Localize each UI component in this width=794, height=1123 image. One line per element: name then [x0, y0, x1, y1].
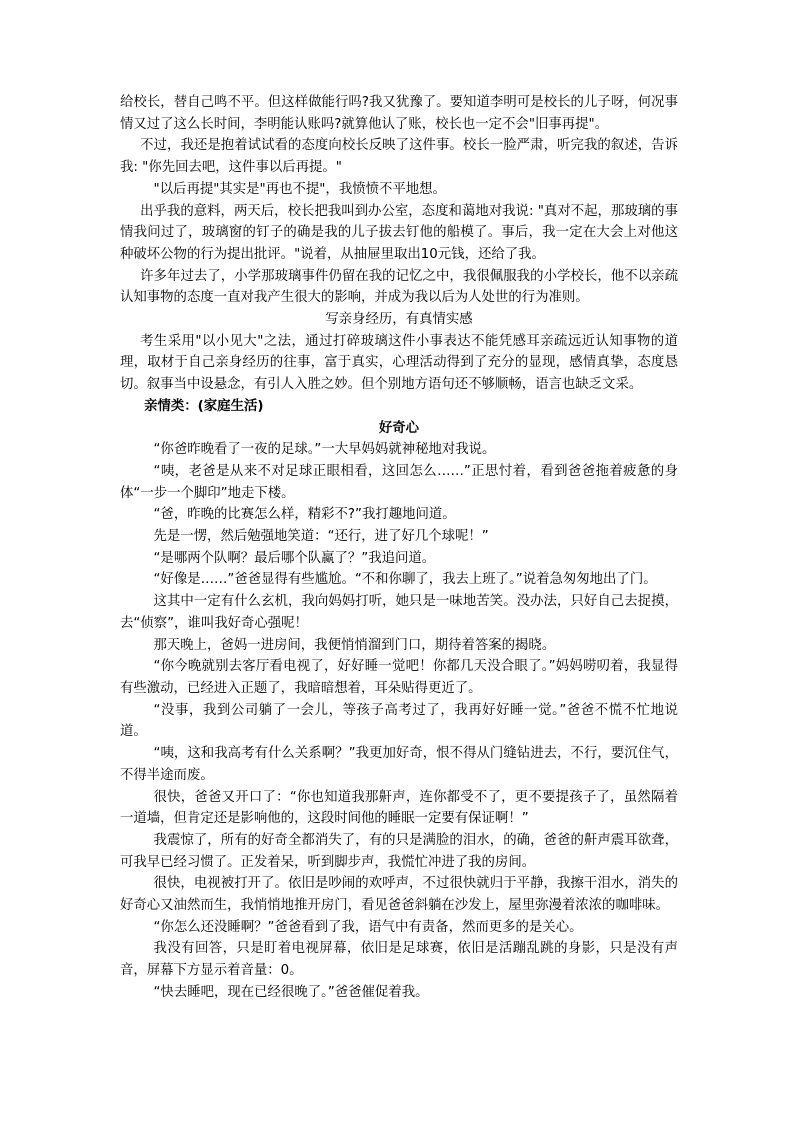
paragraph: 很快，爸爸又开口了：“你也知道我那鼾声，连你都受不了，更不要提孩子了，虽然隔着一道墙，但肯定还是影响他的，这段时间他的睡眠一定要有保证啊！” — [120, 789, 678, 827]
paragraph: 很快，电视被打开了。依旧是吵闹的欢呼声，不过很快就归于平静，我擦干泪水，消失的好奇心又油然而生，我悄悄地推开房门，看见爸爸斜躺在沙发上，屋里弥漫着浓浓的咖啡味。 — [120, 876, 678, 914]
paragraph: “快去睡吧，现在已经很晚了。”爸爸催促着我。 — [153, 984, 429, 1000]
paragraph: “好像是……”爸爸显得有些尴尬。“不和你聊了，我去上班了。”说着急匆匆地出了门。 — [153, 572, 657, 588]
paragraph: “咦，老爸是从来不对足球正眼相看，这回怎么……”正思忖着，看到爸爸拖着疲惫的身体“一步一个脚印”地走下楼。 — [120, 463, 678, 501]
paragraph: 不过，我还是抱着试试看的态度向校长反映了这件事。校长一脸严肃，听完我的叙述，告诉我: "你先回去吧，这件事以后再提。" — [120, 138, 678, 176]
paragraph: 许多年过去了，小学那玻璃事件仍留在我的记忆之中，我很佩服我的小学校长，他不以亲疏认知事物的态度一直对我产生很大的影响，并成为我以后为人处世的行为准则。 — [120, 268, 678, 306]
paragraph: “没事，我到公司躺了一会儿，等孩子高考过了，我再好好睡一觉。”爸爸不慌不忙地说道。 — [120, 702, 678, 740]
paragraph: 我没有回答，只是盯着电视屏幕，依旧是足球赛，依旧是活蹦乱跳的身影，只是没有声音，屏幕下方显示着音量：0。 — [120, 941, 678, 979]
document-page — [120, 92, 678, 1004]
paragraph: "以后再提"其实是"再也不提"，我愤愤不平地想。 — [153, 181, 446, 197]
section-heading: 亲情类：(家庭生活) — [144, 398, 264, 414]
comment-heading: 写亲身经历，有真情实感 — [325, 312, 473, 328]
essay-title: 好奇心 — [378, 420, 420, 436]
paragraph: “你今晚就别去客厅看电视了，好好睡一觉吧！你都几天没合眼了。”妈妈唠叨着，我显得有些激动，已经进入正题了，我暗暗想着，耳朵贴得更近了。 — [120, 659, 678, 696]
paragraph: “是哪两个队啊？最后哪个队赢了？”我追问道。 — [153, 550, 436, 566]
paragraph: 那天晚上，爸妈一进房间，我便悄悄溜到门口，期待着答案的揭晓。 — [153, 637, 556, 653]
paragraph: 给校长，替自己鸣不平。但这样做能行吗?我又犹豫了。要知道李明可是校长的儿子呀，何况事情又过了这么长时间，李明能认账吗?就算他认了账，校长也一定不会"旧事再提"。 — [120, 95, 678, 132]
paragraph: “你怎么还没睡啊？”爸爸看到了我，语气中有责备，然而更多的是关心。 — [153, 919, 583, 935]
paragraph: 先是一愣，然后勉强地笑道：“还行，进了好几个球呢！” — [153, 529, 489, 545]
paragraph: 这其中一定有什么玄机，我向妈妈打听，她只是一味地苦笑。没办法，只好自己去捉摸，去“侦察”，谁叫我好奇心强呢！ — [120, 594, 678, 631]
paragraph: “你爸昨晚看了一夜的足球。”一大早妈妈就神秘地对我说。 — [153, 442, 496, 458]
paragraph: 出乎我的意料，两天后，校长把我叫到办公室，态度和蔼地对我说: "真对不起，那玻璃的事情我问过了，玻璃窗的钉子的确是我的儿子拔去钉他的船模了。事后，我一定在大会上对他这种破坏公物的行为提出批评。"说着，从抽屉里取出10元钱，还给了我。 — [120, 203, 678, 262]
paragraph: “咦，这和我高考有什么关系啊？”我更加好奇，恨不得从门缝钻进去，不行，要沉住气，不得半途而废。 — [120, 746, 678, 783]
paragraph: 我震惊了，所有的好奇全都消失了，有的只是满脸的泪水，的确，爸爸的鼾声震耳欲聋，可我早已经习惯了。正发着呆，听到脚步声，我慌忙冲进了我的房间。 — [120, 832, 678, 870]
paragraph: “爸，昨晚的比赛怎么样，精彩不?”我打趣地问道。 — [153, 507, 456, 523]
paragraph: 考生采用"以小见大"之法，通过打碎玻璃这件小事表达不能凭感耳亲疏远近认知事物的道理，取材于自己亲身经历的往事，富于真实，心理活动得到了充分的显现，感情真挚，态度恳切。叙事当中设悬念，有引人入胜之妙。但个别地方语句还不够顺畅，语言也缺乏文采。 — [120, 333, 678, 393]
